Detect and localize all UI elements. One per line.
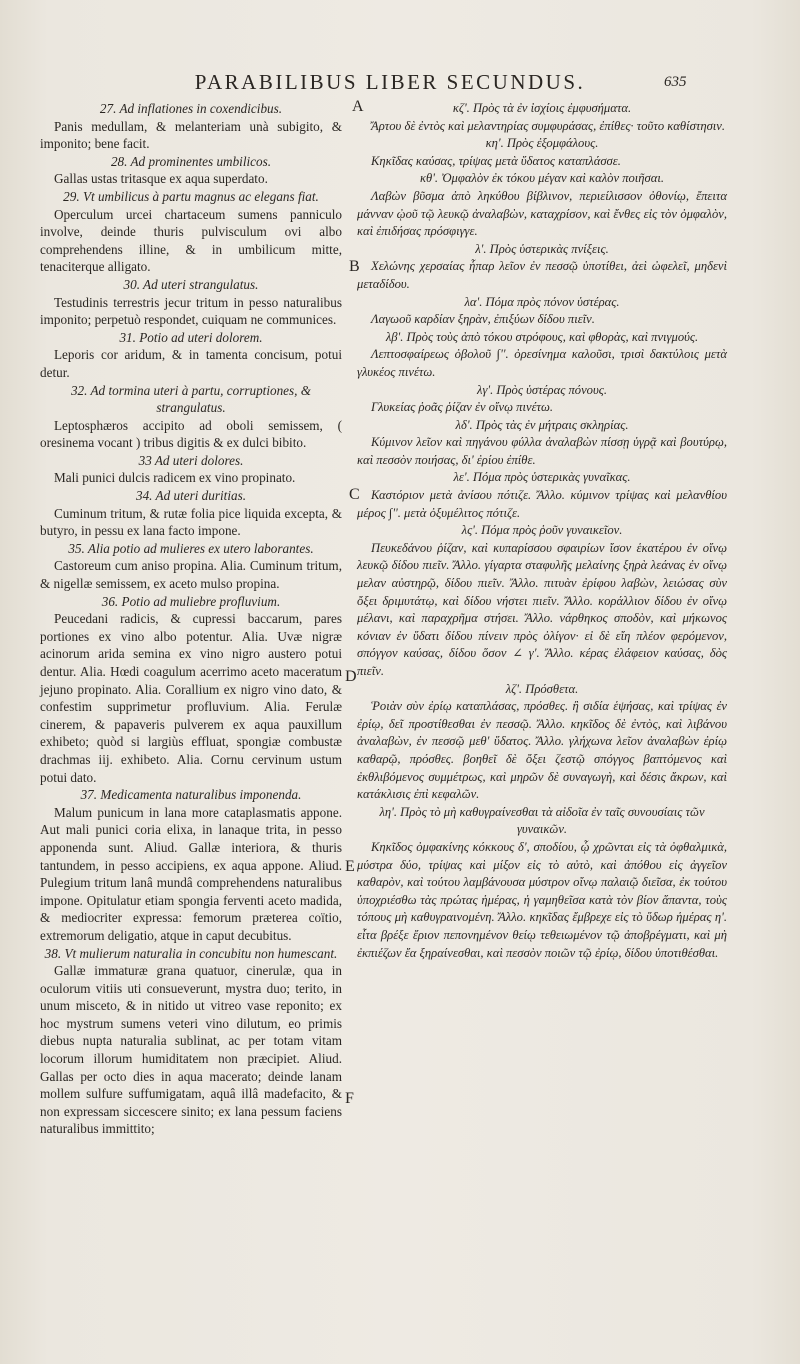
section-paragraph: Leporis cor aridum, & in tamenta concisum, potui detur. bbox=[40, 347, 342, 380]
section-paragraph: Gallæ immaturæ grana quatuor, cinerulæ, qua in oculorum vitiis uti consueverunt, mystra duo; terito, in unum misceto, & in nitido ut vitreo vase reponito; ex hoc mystrum sumens veteri vino dilutum, eo primis diebus nupta naturalia sublinat, ac per totam vitam locorum illorum humiditatem non præcipiet. Aliud. Gallas per octo dies in aqua macerato; deinde lanam mollem sulfure suffumigatam, aquâ illâ madefacito, & non expressam siccescere sinito; ex lana pessum faciens naturalibus immittito; bbox=[40, 963, 342, 1137]
section-heading: κθ'. Ὀμφαλὸν ἐκ τόκου μέγαν καὶ καλὸν ποιῆσαι. bbox=[419, 171, 665, 186]
section-paragraph: Leptosphæros accipito ad oboli semissem, ( oresinema vocant ) tribus digitis & ex dulci bibito. bbox=[40, 417, 342, 451]
section-paragraph: Cuminum tritum, & rutæ folia pice liquida excepta, & butyro, in pessu ex lana facto impone. bbox=[40, 505, 342, 539]
section-paragraph: Κηκῖδος ὀμφακίνης κόκκους δ', σποδίου, ᾧ χρῶνται εἰς τὰ ὀφθαλμικὰ, μύστρα δύο, τρίψας καὶ μίξον εἰς τὸ αὐτὸ, καὶ ἀπόθου εἰς ἀγγεῖον καθαρὸν, καὶ τούτου λαμβάνουσα μύστρον οἴνῳ παλαιῷ διεῖσα, ἐκ τούτου ὑποχριέσθω τὰς πρώτας ἡμέρας, ἡ γαμηθεῖσα κατὰ τὸν βίον ἅπαντα, τοὺς τόπους μὴ καθυγραινομένη. Ἄλλο. κηκῖδας ἔμβρεχε εἰς τὸ ὕδωρ ἡμέρας η'. εἶτα βρέξε ἔριον πεπονημένον θείῳ τεθειωμένον τῷ ἀποβρέγματι, καὶ μὴ ἐκπιέζων ἔα ξηραίνεσθαι, καὶ πεσσὸν ποιῶν τῷ ἐρίῳ, δίδου ὑποτιθέσθαι. bbox=[357, 839, 727, 960]
section-heading: 31. Potio ad uteri dolorem. bbox=[119, 329, 263, 345]
section-paragraph: Operculum urcei chartaceum sumens panniculo involve, deinde thuris pulvisculum ovi albo comprehendens illine, & in umbilicum mitte, tenaciterque alligato. bbox=[40, 206, 342, 275]
section-heading: 28. Ad prominentes umbilicos. bbox=[110, 153, 272, 169]
section-heading: 34. Ad uteri duritias. bbox=[135, 488, 247, 504]
section-heading: λζ'. Πρόσθετα. bbox=[505, 681, 579, 696]
margin-marker-c: C bbox=[349, 486, 360, 503]
page-number: 635 bbox=[664, 74, 687, 90]
running-head: PARABILIBUS LIBER SECUNDUS. bbox=[194, 70, 586, 94]
section-heading: λε'. Πόμα πρὸς ὑστερικὰς γυναῖκας. bbox=[453, 470, 631, 485]
section-paragraph: Mali punici dulcis radicem ex vino propinato. bbox=[54, 470, 296, 486]
section-paragraph: Ῥοιὰν σὺν ἐρίῳ καταπλάσας, πρόσθες. ἢ σιδία ἑψήσας, καὶ τρίψας ἐν ἐρίῳ, δεῖ προστίθεσθαι ἐν πεσσῷ. Ἄλλο. κηκῖδος δὲ ἐντὸς, καὶ λιβάνου ἀναλαβὼν, ἐν πεσσῷ μεθ' ὕδατος. Ἄλλο. γλήχωνα λεῖον ἀναλαβὼν ἐρίῳ καθαρῷ, πρόσθες. βοηθεῖ δὲ ὄξει ζεστῷ σπόγγος βαπτόμενος καὶ ἐκθλιβόμενος συμμέτρως, καὶ μηρῶν δὲ συναγωγὴ, καὶ δέσις ἄκρων, καὶ κατάκλισις ἐπὶ κεφαλῶν. bbox=[357, 699, 727, 802]
section-paragraph: Κηκῖδας καύσας, τρίψας μετὰ ὕδατος καταπλάσσε. bbox=[371, 153, 621, 168]
section-heading: λα'. Πόμα πρὸς πόνον ὑστέρας. bbox=[464, 294, 620, 309]
section-heading: 32. Ad tormina uteri à partu, corruptiones, & strangulatus. bbox=[70, 382, 312, 416]
margin-marker-a: A bbox=[352, 98, 364, 115]
section-heading: κη'. Πρὸς ἐξομφάλους. bbox=[485, 136, 599, 151]
section-paragraph: Panis medullam, & melanteriam unà subigito, & imponito; bene facit. bbox=[40, 118, 342, 152]
margin-marker-f: F bbox=[345, 1090, 354, 1107]
section-paragraph: Gallas ustas tritasque ex aqua superdato. bbox=[54, 171, 268, 187]
section-paragraph: Castoreum cum aniso propina. Alia. Cuminum tritum, & nigellæ semissem, ex aceto mulso propina. bbox=[40, 558, 342, 592]
section-heading: 29. Vt umbilicus à partu magnus ac elegans fiat. bbox=[63, 188, 319, 204]
section-heading: 30. Ad uteri strangulatus. bbox=[123, 276, 259, 292]
section-heading: λγ'. Πρὸς ὑστέρας πόνους. bbox=[476, 382, 607, 397]
margin-marker-e: E bbox=[345, 858, 355, 875]
section-paragraph: Malum punicum in lana more cataplasmatis appone. Aut mali punici coria elixa, in lanaque trita, in pesso apponenda sunt. Aliud. Gallæ interiora, & thuris tantundem, in pesso accipiens, ex aqua appone. Aliud. Pulegium tritum lanâ mundâ comprehendens naturalibus impone. Opitulatur etiam spongia ferventi aceto madida, & mediocriter expressa: femorum præterea coïtio, extremorum deligatio, atque in caput decubitus. bbox=[40, 804, 342, 943]
section-paragraph: Peucedani radicis, & cupressi baccarum, pares portiones ex vino albo potentur. Alia. Uvæ nigræ acinorum arida semina ex vino nigro austero potui dentur. Alia. Hœdi coagulum acerrimo aceto maceratum jejuno propinato. Alia. Corallium ex nigro vino dato, & confestim supprimetur profluvium. Alia. Ferulæ cinerem, & papaveris pulverem ex aqua pauxillum exhibeto; quòd si largiùs effluat, spongiæ combustæ drachmas iij. exhibeto. Alia. Cornu cervinum ustum potui dato. bbox=[40, 611, 342, 785]
section-paragraph: Καστόριον μετὰ ἀνίσου πότιζε. Ἄλλο. κύμινον τρίψας καὶ μελανθίου μέρος ∫''. μετὰ ὀξυμέλιτος πότιζε. bbox=[357, 488, 727, 520]
section-paragraph: Πευκεδάνου ῥίζαν, καὶ κυπαρίσσου σφαιρίων ἴσον ἑκατέρου ἐν οἴνῳ λευκῷ δίδου πιεῖν. Ἄλλο. γίγαρτα σταφυλῆς μελαίνης ξηρὰ λεάνας ἐν οἴνῳ μελαν αὐστηρῷ, δίδου πιεῖν. Ἄλλο. πιτυὰν ἐρίφου λαβὼν, λειώσας σὺν ὄξει δριμυτάτῳ, καὶ δίδου νήστει πιεῖν. Ἄλλο. κοράλλιον δίδου ἐν οἴνῳ μέλανι, καὶ παραχρῆμα στήσει. Ἄλλο. νάρθηκος σποδὸν, καὶ μήκωνος κόνιαν ἐν ὕδατι δίδου πίνειν πρὸς ὀλίγον· εἰ δὲ εἴη πλέον φερόμενον, σπόγγον καύσας, δίδου ὅσον ∠ γ'. Ἄλλο. κέρας ἐλάφειον καύσας, δὸς πιεῖν. bbox=[357, 540, 727, 678]
section-heading: κζ'. Πρὸς τὰ ἐν ἰσχίοις ἐμφυσήματα. bbox=[452, 101, 632, 115]
section-heading: 36. Potio ad muliebre profluvium. bbox=[101, 593, 281, 609]
latin-column bbox=[40, 100, 342, 1138]
section-heading: 27. Ad inflationes in coxendicibus. bbox=[99, 101, 283, 116]
section-heading: λη'. Πρὸς τὸ μὴ καθυγραίνεσθαι τὰ αἰδοῖα ἐν ταῖς συνουσίαις τῶν γυναικῶν. bbox=[379, 804, 705, 837]
section-heading: 33 Ad uteri dolores. bbox=[138, 452, 244, 468]
section-heading: λ'. Πρὸς ὑστερικὰς πνίξεις. bbox=[475, 241, 609, 256]
section-heading: 35. Alia potio ad mulieres ex utero laborantes. bbox=[68, 540, 314, 556]
section-paragraph: Λαγωοῦ καρδίαν ξηρὰν, ἐπιξύων δίδου πιεῖν. bbox=[371, 312, 595, 327]
section-heading: 38. Vt mulierum naturalia in concubitu non humescant. bbox=[44, 945, 338, 961]
section-paragraph: Χελώνης χερσαίας ἧπαρ λεῖον ἐν πεσσῷ ὑποτίθει, ἀεὶ ὠφελεῖ, μηδενὶ μεταδίδου. bbox=[357, 259, 727, 291]
section-heading: λδ'. Πρὸς τὰς ἐν μήτραις σκληρίας. bbox=[455, 417, 629, 432]
greek-column bbox=[357, 100, 727, 962]
section-paragraph: Κύμινον λεῖον καὶ πηγάνου φύλλα ἀναλαβὼν πίσσῃ ὑγρᾷ καὶ βουτύρῳ, καὶ πεσσὸν ποιήσας, δι' ἐρίου ἐπίθε. bbox=[357, 435, 727, 467]
margin-marker-b: B bbox=[349, 258, 360, 275]
section-heading: λβ'. Πρὸς τοὺς ἀπὸ τόκου στρόφους, καὶ φθορὰς, καὶ πνιγμούς. bbox=[385, 329, 699, 344]
section-paragraph: Ἄρτου δὲ ἐντὸς καὶ μελαντηρίας συμφυράσας, ἐπίθες· τοῦτο καθίστησιν. bbox=[371, 118, 726, 133]
section-paragraph: Λεπτοσφαίρεως ὀβολοῦ ∫''. ὀρεσίνημα καλοῦσι, τρισὶ δακτύλοις μετὰ γλυκέος πινέτω. bbox=[357, 347, 727, 379]
margin-marker-d: D bbox=[345, 668, 357, 685]
section-paragraph: Λαβὼν βῦσμα ἀπὸ ληκύθου βίβλινον, περιείλισσον ὀθονίῳ, ἔπειτα μάνναν ᾠοῦ τῷ λευκῷ ἀναλαβὼν, καταχρίσον, καὶ ἔνθες εἰς τὸν ὀμφαλὸν, καὶ ἐπιδήσας πρόσφιγγε. bbox=[357, 188, 727, 239]
section-paragraph: Testudinis terrestris jecur tritum in pesso naturalibus imponito; perpetuò respondet, cuiquam ne communices. bbox=[40, 294, 342, 328]
section-heading: 37. Medicamenta naturalibus imponenda. bbox=[80, 787, 302, 803]
section-heading: λς'. Πόμα πρὸς ῥοῦν γυναικεῖον. bbox=[461, 523, 623, 538]
section-paragraph: Γλυκείας ῥοᾶς ῥίζαν ἐν οἴνῳ πινέτω. bbox=[371, 400, 554, 415]
